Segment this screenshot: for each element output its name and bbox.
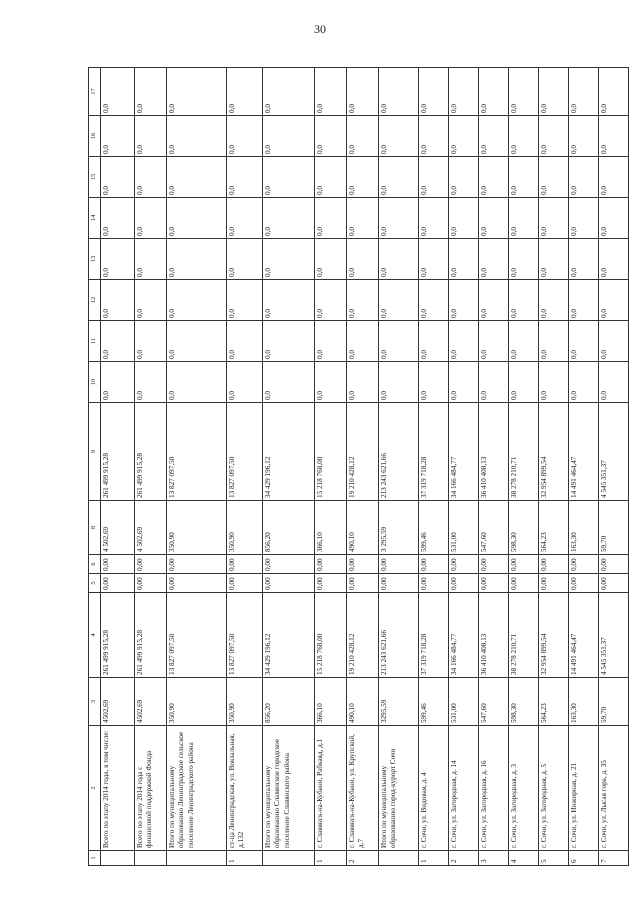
table-cell: 0,00 <box>419 574 449 593</box>
table-cell: 0,0 <box>569 239 599 280</box>
table-cell <box>167 851 227 866</box>
table-cell: 0,0 <box>509 198 539 239</box>
table-cell: 213 243 621,66 <box>379 403 419 501</box>
table-row <box>599 68 629 866</box>
table-cell: 2 <box>449 851 479 866</box>
header-cell: 2 <box>89 726 101 851</box>
table-cell: 0,0 <box>449 157 479 198</box>
table-cell: 0,0 <box>315 157 347 198</box>
table-cell: 0,0 <box>539 157 569 198</box>
table-cell: 0,0 <box>315 116 347 157</box>
table-cell: 599,46 <box>419 678 449 726</box>
table-cell: 59,70 <box>599 678 629 726</box>
address-cell: г. Славянск-на-Кубани, Рабкаяд, д.1 <box>315 726 347 851</box>
table-cell: 0,0 <box>101 362 135 403</box>
table-cell: 0,0 <box>509 116 539 157</box>
table-cell: 0,0 <box>167 280 227 321</box>
table-cell: 15 218 768,00 <box>315 593 347 678</box>
table-cell: 0,0 <box>599 239 629 280</box>
table-cell: 0,0 <box>347 321 379 362</box>
table-row <box>315 68 347 866</box>
table-cell: 0,0 <box>135 280 167 321</box>
table-cell: 0,0 <box>379 68 419 116</box>
address-cell: Итого по муниципальному образованию город-курорт Сочи <box>379 726 419 851</box>
table-cell: 0,0 <box>569 157 599 198</box>
table-cell: 0,00 <box>569 574 599 593</box>
table-cell: 0,0 <box>379 198 419 239</box>
header-cell: 11 <box>89 321 101 362</box>
table-cell: 0,0 <box>509 68 539 116</box>
table-cell: 0,0 <box>539 68 569 116</box>
table-cell: 0,0 <box>227 198 263 239</box>
header-cell: 4 <box>89 593 101 678</box>
table-cell: 0,0 <box>539 321 569 362</box>
table-cell: 0,00 <box>135 555 167 574</box>
table-cell: 0,00 <box>479 555 509 574</box>
table-cell: 0,0 <box>509 239 539 280</box>
table-cell: 0,00 <box>135 574 167 593</box>
table-cell: 0,00 <box>101 555 135 574</box>
table-cell: 0,0 <box>263 362 315 403</box>
table-cell: 0,0 <box>263 116 315 157</box>
table-cell: 350,90 <box>227 678 263 726</box>
table-cell: 350,90 <box>167 678 227 726</box>
table-cell: 0,00 <box>419 555 449 574</box>
header-cell: 10 <box>89 362 101 403</box>
table-cell: 0,0 <box>419 68 449 116</box>
table-cell: 3 295,59 <box>379 501 419 555</box>
table-cell: 0,0 <box>479 68 509 116</box>
table-container <box>88 68 608 866</box>
table-cell: 0,0 <box>263 280 315 321</box>
table-cell: 0,0 <box>347 68 379 116</box>
address-cell: г. Славянск-на-Кубани, ул. Крупской, д.7 <box>347 726 379 851</box>
table-row <box>167 68 227 866</box>
table-cell: 0,00 <box>315 555 347 574</box>
table-cell: 13 827 097,50 <box>167 403 227 501</box>
address-cell: г. Сочи, ул. Инжирная, д. 21 <box>569 726 599 851</box>
table-cell: 0,0 <box>227 239 263 280</box>
table-row <box>419 68 449 866</box>
table-row <box>135 68 167 866</box>
table-cell <box>101 851 135 866</box>
table-cell: 0,0 <box>599 362 629 403</box>
table-cell: 0,0 <box>347 157 379 198</box>
table-cell: 0,0 <box>599 280 629 321</box>
table-cell: 0,0 <box>315 362 347 403</box>
table-cell: 0,0 <box>569 321 599 362</box>
table-cell: 0,0 <box>569 68 599 116</box>
address-cell: Всего по этапу 2014 года, в том числе: <box>101 726 135 851</box>
table-cell: 0,0 <box>135 321 167 362</box>
page-number: 30 <box>314 22 326 36</box>
table-cell <box>263 851 315 866</box>
table-cell: 7 <box>599 851 629 866</box>
table-cell: 0,0 <box>227 116 263 157</box>
header-cell: 8 <box>89 501 101 555</box>
table-cell: 0,0 <box>379 280 419 321</box>
table-cell: 0,0 <box>419 280 449 321</box>
table-cell: 0,0 <box>315 321 347 362</box>
table-cell: 0,0 <box>263 321 315 362</box>
table-cell: 0,0 <box>101 239 135 280</box>
header-cell: 1 <box>89 851 101 866</box>
table-cell: 15 218 768,00 <box>315 403 347 501</box>
header-cell: 12 <box>89 280 101 321</box>
table-cell: 0,0 <box>379 116 419 157</box>
table-cell: 0,0 <box>379 362 419 403</box>
table-cell: 0,00 <box>539 574 569 593</box>
table-cell: 599,46 <box>419 501 449 555</box>
table-cell: 564,23 <box>539 678 569 726</box>
table-cell: 0,00 <box>167 574 227 593</box>
table-row <box>509 68 539 866</box>
table-cell: 350,90 <box>227 501 263 555</box>
table-row <box>479 68 509 866</box>
table-cell: 0,0 <box>135 362 167 403</box>
table-cell: 0,0 <box>135 68 167 116</box>
table-cell: 37 319 718,28 <box>419 403 449 501</box>
table-cell: 366,10 <box>315 678 347 726</box>
table-cell: 0,0 <box>599 198 629 239</box>
table-cell: 598,30 <box>509 678 539 726</box>
header-cell: 16 <box>89 116 101 157</box>
table-cell: 36 410 408,13 <box>479 403 509 501</box>
table-cell: 0,00 <box>509 555 539 574</box>
table-cell: 0,0 <box>101 68 135 116</box>
table-cell: 38 278 210,71 <box>509 593 539 678</box>
table-cell: 0,0 <box>479 362 509 403</box>
table-cell: 0,0 <box>449 239 479 280</box>
table-cell: 4 545 351,37 <box>599 593 629 678</box>
header-cell: 3 <box>89 678 101 726</box>
table-cell: 490,10 <box>347 501 379 555</box>
table-cell: 0,0 <box>539 239 569 280</box>
table-cell: 163,30 <box>569 501 599 555</box>
table-cell: 0,0 <box>479 116 509 157</box>
table-cell: 1 <box>315 851 347 866</box>
table-cell: 0,0 <box>135 116 167 157</box>
table-cell: 261 499 915,28 <box>135 593 167 678</box>
table-cell: 547,60 <box>479 501 509 555</box>
table-cell: 0,0 <box>379 157 419 198</box>
table-row <box>347 68 379 866</box>
table-cell: 0,0 <box>263 157 315 198</box>
table-cell: 0,00 <box>479 574 509 593</box>
table-cell: 0,0 <box>599 321 629 362</box>
table-cell: 531,00 <box>449 501 479 555</box>
address-cell: г. Сочи, ул. Загородная, д. 14 <box>449 726 479 851</box>
table-cell: 0,0 <box>479 280 509 321</box>
table-cell: 34 166 484,77 <box>449 403 479 501</box>
table-row <box>539 68 569 866</box>
table-cell: 0,0 <box>569 280 599 321</box>
table-row <box>449 68 479 866</box>
table-cell: 4 502,69 <box>101 501 135 555</box>
table-cell: 0,00 <box>101 574 135 593</box>
table-cell: 0,0 <box>379 239 419 280</box>
table-row <box>569 68 599 866</box>
table-cell: 0,0 <box>167 68 227 116</box>
table-cell: 564,23 <box>539 501 569 555</box>
table-cell: 261 499 915,28 <box>101 403 135 501</box>
table-cell: 3 <box>479 851 509 866</box>
table-cell: 14 491 464,47 <box>569 403 599 501</box>
header-cell: 17 <box>89 68 101 116</box>
table-cell: 0,0 <box>263 198 315 239</box>
table-cell: 0,0 <box>419 321 449 362</box>
table-cell: 34 429 196,12 <box>263 403 315 501</box>
table-cell: 0,0 <box>135 198 167 239</box>
table-cell: 0,0 <box>167 239 227 280</box>
rotated-table <box>88 68 608 866</box>
table-cell: 0,0 <box>101 116 135 157</box>
table-cell: 0,0 <box>479 157 509 198</box>
table-row <box>101 68 135 866</box>
table-cell: 2 <box>347 851 379 866</box>
table-cell: 0,00 <box>347 574 379 593</box>
table-cell: 32 954 899,54 <box>539 403 569 501</box>
table-cell: 0,0 <box>101 321 135 362</box>
table-cell: 0,0 <box>347 362 379 403</box>
table-cell: 0,0 <box>569 198 599 239</box>
table-cell: 0,0 <box>479 198 509 239</box>
table-cell: 0,0 <box>167 116 227 157</box>
table-cell: 0,0 <box>419 362 449 403</box>
address-cell: Всего по этапу 2014 года с финансовой поддержкой Фонда <box>135 726 167 851</box>
table-cell: 0,0 <box>419 116 449 157</box>
header-cell: 15 <box>89 157 101 198</box>
table-cell: 261 499 915,28 <box>135 403 167 501</box>
table-cell: 0,00 <box>347 555 379 574</box>
header-row <box>89 68 101 866</box>
table-cell: 490,10 <box>347 678 379 726</box>
table-cell: 0,0 <box>539 198 569 239</box>
table-cell: 0,0 <box>135 239 167 280</box>
table-cell: 366,10 <box>315 501 347 555</box>
header-cell: 13 <box>89 239 101 280</box>
table-cell: 0,0 <box>599 157 629 198</box>
table-cell: 34 429 196,12 <box>263 593 315 678</box>
table-cell: 0,0 <box>315 239 347 280</box>
table-cell: 0,0 <box>263 239 315 280</box>
table-cell: 0,0 <box>347 198 379 239</box>
table-cell: 0,00 <box>599 555 629 574</box>
table-cell: 0,00 <box>379 555 419 574</box>
table-cell: 19 210 428,12 <box>347 593 379 678</box>
table-cell: 3295,59 <box>379 678 419 726</box>
table-cell <box>135 851 167 866</box>
table-cell: 4502,69 <box>135 678 167 726</box>
table-cell: 0,0 <box>347 116 379 157</box>
table-cell: 0,0 <box>347 239 379 280</box>
table-cell: 0,0 <box>167 362 227 403</box>
table-cell: 0,0 <box>315 198 347 239</box>
address-cell: г. Сочи, ул. Загородная, д. 3 <box>509 726 539 851</box>
header-cell: 6 <box>89 555 101 574</box>
table-cell: 4 <box>509 851 539 866</box>
address-cell: г. Сочи, ул. Загородная, д. 16 <box>479 726 509 851</box>
table-cell: 0,0 <box>419 239 449 280</box>
table-cell: 0,0 <box>419 198 449 239</box>
table-cell: 0,00 <box>539 555 569 574</box>
table-cell: 0,0 <box>101 157 135 198</box>
table-cell: 1 <box>227 851 263 866</box>
table-cell: 0,0 <box>167 198 227 239</box>
table-cell: 14 491 464,47 <box>569 593 599 678</box>
table-cell: 0,0 <box>449 68 479 116</box>
address-cell: г. Сочи, ул. Лысая гора, д. 35 <box>599 726 629 851</box>
table-cell: 19 210 428,12 <box>347 403 379 501</box>
table-cell: 0,00 <box>263 555 315 574</box>
address-cell: Итого по муниципальному образованию Ленинградское сельское поселение Ленинградского района <box>167 726 227 851</box>
table-cell: 0,00 <box>227 574 263 593</box>
table-cell: 0,0 <box>449 321 479 362</box>
table-cell: 0,0 <box>509 362 539 403</box>
table-cell: 0,0 <box>539 362 569 403</box>
table-cell: 0,0 <box>167 321 227 362</box>
table-cell: 0,0 <box>599 68 629 116</box>
table-cell: 0,0 <box>347 280 379 321</box>
table-cell: 0,0 <box>227 157 263 198</box>
table-cell: 0,00 <box>509 574 539 593</box>
table-cell: 213 243 621,66 <box>379 593 419 678</box>
table-cell <box>379 851 419 866</box>
table-cell: 6 <box>569 851 599 866</box>
table-cell: 0,0 <box>569 116 599 157</box>
table-cell: 0,0 <box>315 280 347 321</box>
table-cell: 0,0 <box>379 321 419 362</box>
table-cell: 0,0 <box>569 362 599 403</box>
table-cell: 0,0 <box>227 362 263 403</box>
table-cell: 0,0 <box>449 198 479 239</box>
table-cell: 261 499 915,28 <box>101 593 135 678</box>
table-cell: 38 278 210,71 <box>509 403 539 501</box>
register-table <box>88 67 629 866</box>
table-cell: 0,0 <box>227 321 263 362</box>
table-cell: 598,30 <box>509 501 539 555</box>
table-cell: 4 502,69 <box>135 501 167 555</box>
table-row <box>227 68 263 866</box>
table-cell: 0,0 <box>101 198 135 239</box>
table-cell: 34 166 484,77 <box>449 593 479 678</box>
table-cell: 13 827 097,50 <box>227 403 263 501</box>
table-cell: 856,20 <box>263 501 315 555</box>
table-cell: 0,00 <box>569 555 599 574</box>
table-body <box>89 68 629 866</box>
table-cell: 547,60 <box>479 678 509 726</box>
table-cell: 0,0 <box>315 68 347 116</box>
table-cell: 0,0 <box>449 280 479 321</box>
table-cell: 163,30 <box>569 678 599 726</box>
table-cell: 0,0 <box>509 280 539 321</box>
address-cell: г. Сочи, ул. Загородная, д. 5 <box>539 726 569 851</box>
table-cell: 5 <box>539 851 569 866</box>
table-cell: 856,20 <box>263 678 315 726</box>
table-cell: 36 410 408,13 <box>479 593 509 678</box>
table-cell: 0,00 <box>599 574 629 593</box>
header-cell: 5 <box>89 574 101 593</box>
table-cell: 4 545 351,37 <box>599 403 629 501</box>
table-cell: 0,00 <box>449 555 479 574</box>
table-cell: 37 319 718,28 <box>419 593 449 678</box>
table-cell: 0,0 <box>227 68 263 116</box>
table-cell: 13 827 097,50 <box>167 593 227 678</box>
table-cell: 0,0 <box>263 68 315 116</box>
table-cell: 0,0 <box>539 116 569 157</box>
table-cell: 0,0 <box>599 116 629 157</box>
table-row <box>379 68 419 866</box>
table-cell: 0,0 <box>419 157 449 198</box>
table-cell: 0,0 <box>509 321 539 362</box>
table-cell: 0,00 <box>263 574 315 593</box>
table-cell: 1 <box>419 851 449 866</box>
table-row <box>263 68 315 866</box>
header-cell: 14 <box>89 198 101 239</box>
table-cell: 0,0 <box>479 321 509 362</box>
table-cell: 0,0 <box>135 157 167 198</box>
table-cell: 0,0 <box>449 116 479 157</box>
table-cell: 0,00 <box>227 555 263 574</box>
table-cell: 0,00 <box>379 574 419 593</box>
table-cell: 531,00 <box>449 678 479 726</box>
table-cell: 0,0 <box>101 280 135 321</box>
address-cell: ст-ца Ленинградская, ул. Вокзальная, д.132 <box>227 726 263 851</box>
table-cell: 0,00 <box>315 574 347 593</box>
table-cell: 0,0 <box>509 157 539 198</box>
table-cell: 0,0 <box>479 239 509 280</box>
table-cell: 59,70 <box>599 501 629 555</box>
table-cell: 0,0 <box>449 362 479 403</box>
table-cell: 0,0 <box>167 157 227 198</box>
table-cell: 4502,69 <box>101 678 135 726</box>
table-cell: 0,00 <box>449 574 479 593</box>
table-cell: 0,00 <box>167 555 227 574</box>
table-cell: 350,90 <box>167 501 227 555</box>
header-cell: 9 <box>89 403 101 501</box>
table-cell: 13 827 097,50 <box>227 593 263 678</box>
table-cell: 0,0 <box>227 280 263 321</box>
address-cell: г. Сочи, ул. Видовая, д. 4 <box>419 726 449 851</box>
address-cell: Итого по муниципальному образованию Славянское городское поселение Славянского района <box>263 726 315 851</box>
table-cell: 32 954 899,54 <box>539 593 569 678</box>
table-cell: 0,0 <box>539 280 569 321</box>
